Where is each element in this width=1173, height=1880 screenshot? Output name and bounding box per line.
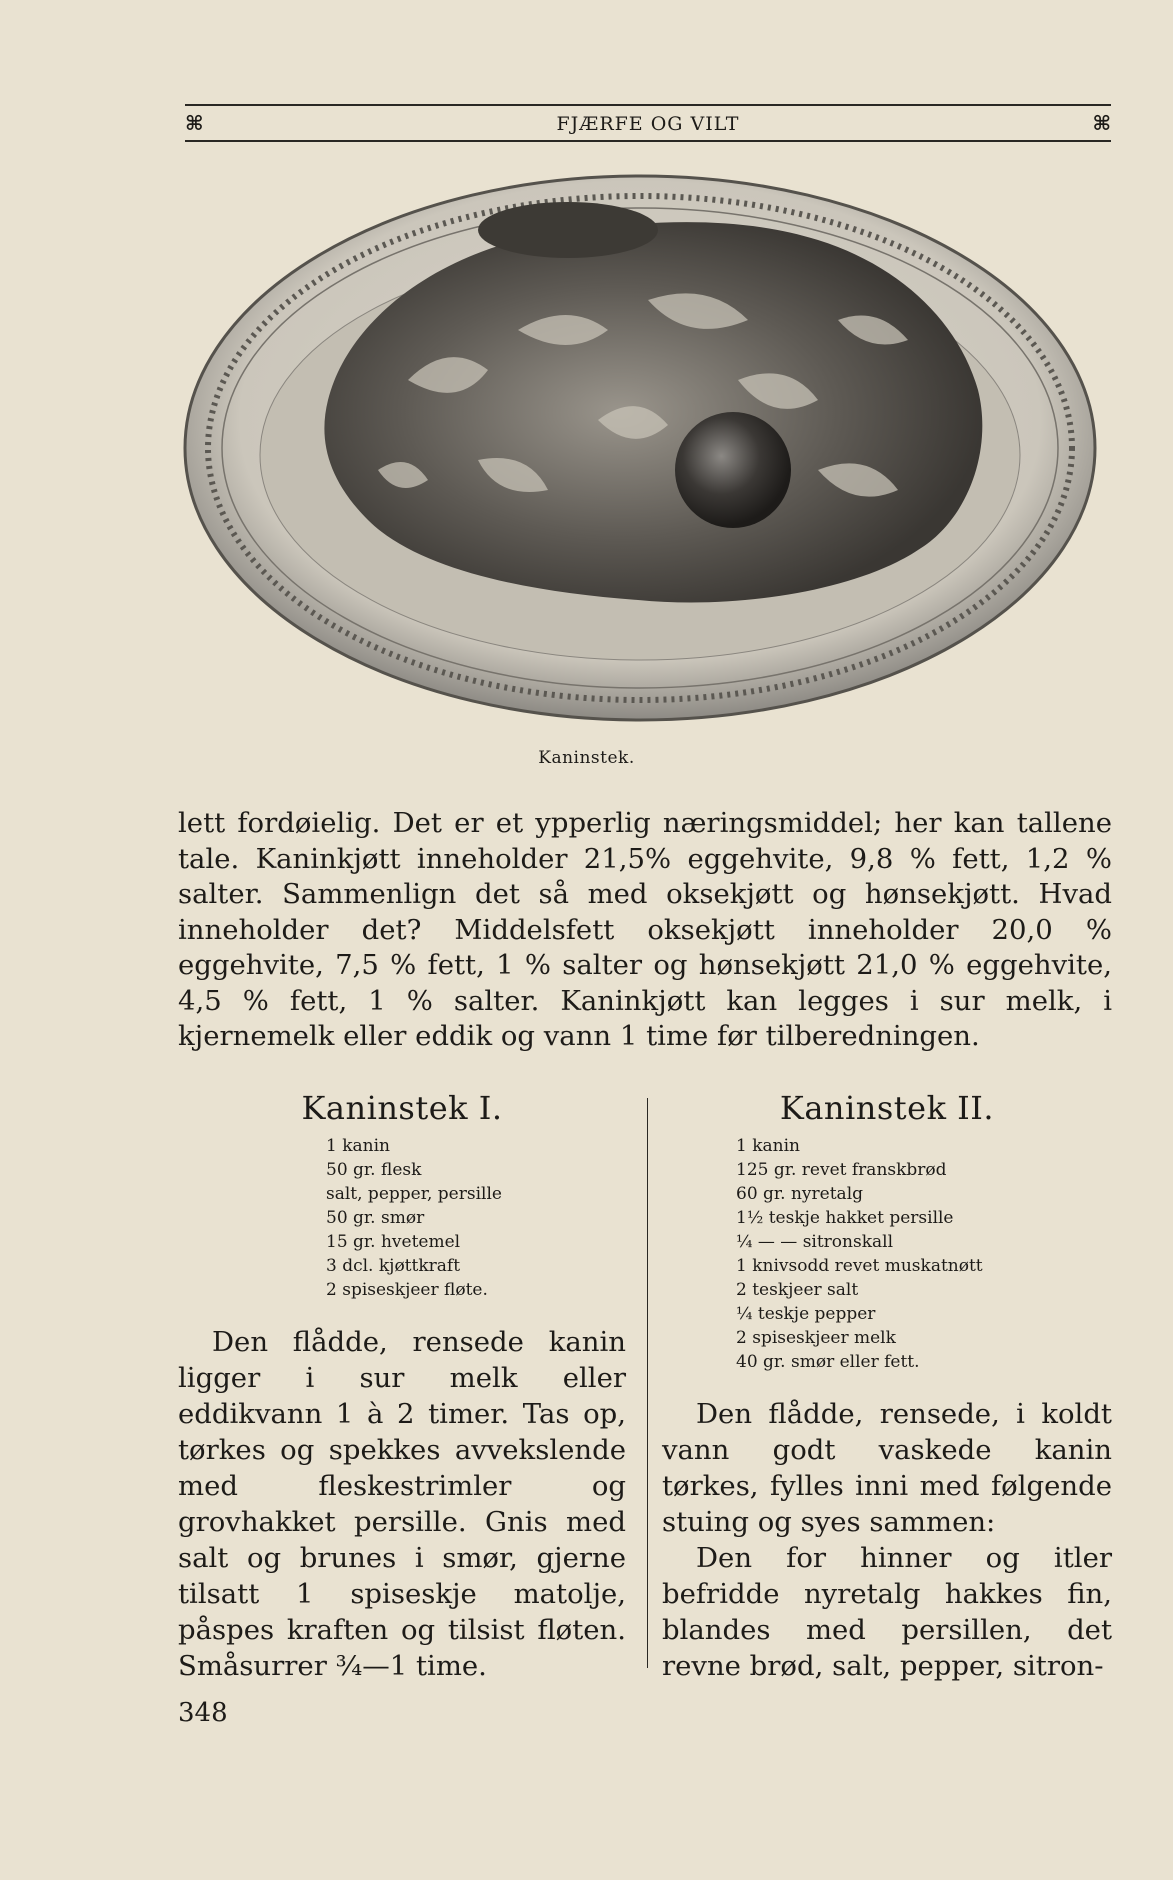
ingredient: 1 kanin — [326, 1136, 390, 1156]
recipe-1-ingredients — [326, 1134, 626, 1302]
recipe-2-method-2: Den for hinner og itler befridde nyretalg hakkes fin, blandes med persillen, det revne brød, salt, pepper, sitron- — [662, 1542, 1112, 1682]
recipe-2-method-1: Den flådde, rensede, i koldt vann godt vaskede kanin tørkes, fylles inni med følgende stuing og syes sammen: — [662, 1398, 1112, 1538]
ingredient: 1 kanin — [736, 1136, 800, 1156]
running-header — [185, 104, 1111, 142]
column-divider — [647, 1098, 648, 1668]
parsley-garnish — [478, 202, 658, 258]
recipe-kaninstek-2 — [662, 1088, 1112, 1684]
ingredient: 1½ teskje hakket persille — [736, 1208, 954, 1228]
intro-paragraph: lett fordøielig. Det er et ypperlig næringsmiddel; her kan tallene tale. Kaninkjøtt inneholder 21,5% eggehvite, 9,8 % fett, 1,2 % salter. Sammenlign det så med oksekjøtt og hønsekjøtt. Hvad inneholder det? Middelsfett oksekjøtt inneholder 20,0 % eggehvite, 7,5 % fett, 1 % salter og hønsekjøtt 21,0 % eggehvite, 4,5 % fett, 1 % salter. Kaninkjøtt kan legges i sur melk, i kjernemelk eller eddik og vann 1 time før tilberedningen. — [178, 807, 1112, 1052]
page-number: 348 — [178, 1698, 228, 1728]
recipe-2-ingredients — [736, 1134, 1112, 1374]
header-title: FJÆRFE OG VILT — [556, 113, 740, 135]
header-ornament-right: ⌘ — [1092, 111, 1111, 135]
ingredient: 50 gr. flesk — [326, 1160, 422, 1180]
ingredient: 3 dcl. kjøttkraft — [326, 1256, 461, 1276]
ingredient: salt, pepper, persille — [326, 1184, 502, 1204]
ingredient: 2 spiseskjeer fløte. — [326, 1280, 488, 1300]
ingredient: 2 teskjeer salt — [736, 1280, 859, 1300]
recipe-1-method: Den flådde, rensede kanin ligger i sur melk eller eddikvann 1 à 2 timer. Tas op, tørkes og spekkes avvekslende med fleskestrimler og grovhakket persille. Gnis med salt og brunes i smør, gjerne tilsatt 1 spiseskje matolje, påspes kraften og tilsist fløten. Småsurrer ¾—1 time. — [178, 1326, 626, 1682]
rabbit-roast-photo — [178, 170, 1103, 730]
ingredient: ¼ — — sitronskall — [736, 1232, 894, 1252]
ingredient: 2 spiseskjeer melk — [736, 1328, 896, 1348]
recipe-1-title: Kaninstek I. — [301, 1089, 503, 1127]
tomato — [675, 412, 791, 528]
plate-illustration — [178, 170, 1103, 730]
ingredient: 1 knivsodd revet muskatnøtt — [736, 1256, 983, 1276]
ingredient: 50 gr. smør — [326, 1208, 425, 1228]
header-ornament-left: ⌘ — [185, 111, 204, 135]
ingredient: 125 gr. revet franskbrød — [736, 1160, 947, 1180]
ingredient: 15 gr. hvetemel — [326, 1232, 461, 1252]
ingredient: 60 gr. nyretalg — [736, 1184, 864, 1204]
recipe-kaninstek-1 — [178, 1088, 626, 1684]
ingredient: ¼ teskje pepper — [736, 1304, 876, 1324]
ingredient: 40 gr. smør eller fett. — [736, 1352, 920, 1372]
recipe-2-title: Kaninstek II. — [779, 1089, 995, 1127]
photo-caption: Kaninstek. — [538, 748, 635, 768]
